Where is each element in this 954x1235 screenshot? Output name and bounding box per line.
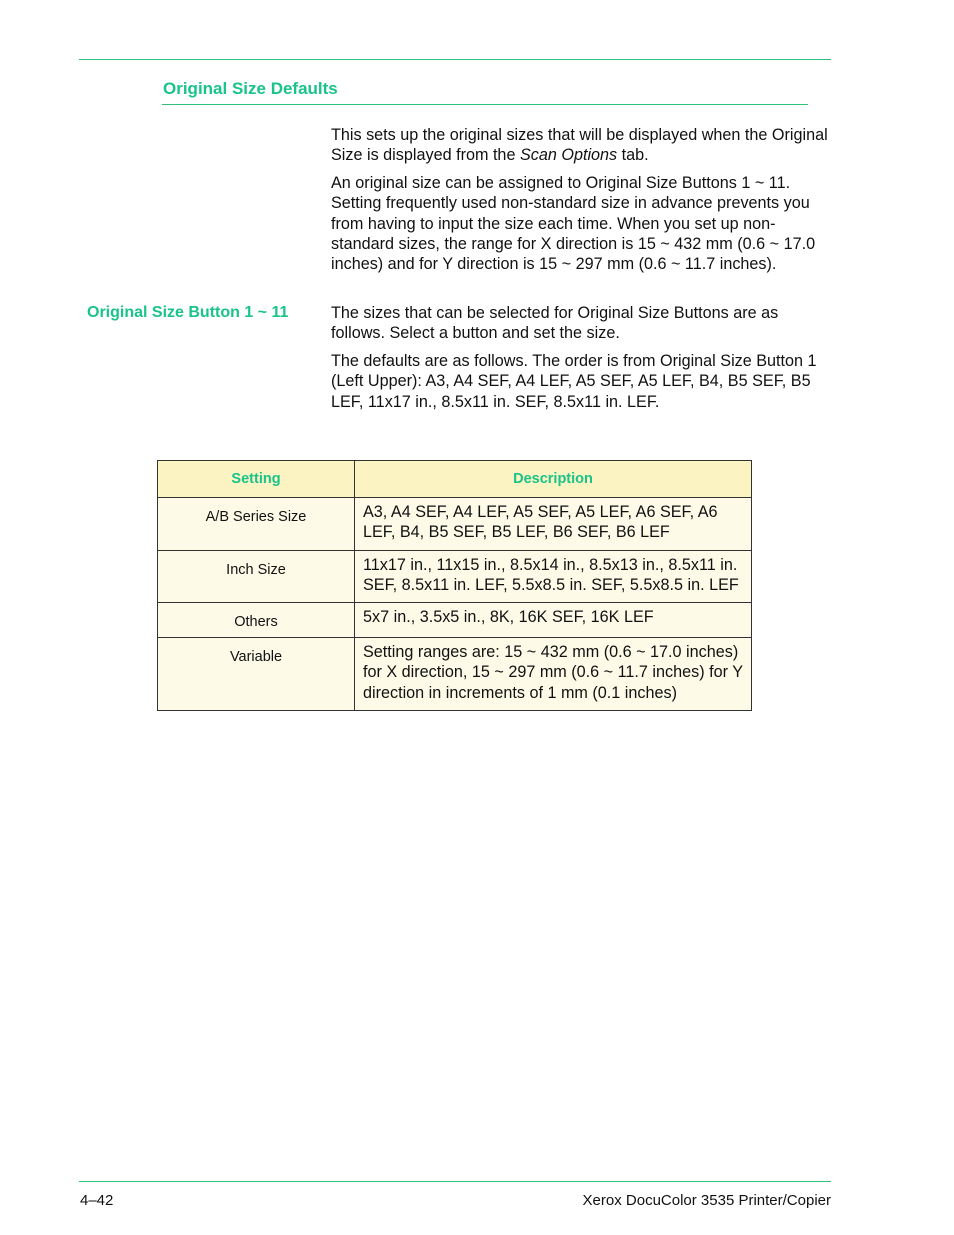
- subsection-paragraph-1: [331, 303, 833, 344]
- description-cell: Setting ranges are: 15 ~ 432 mm (0.6 ~ 17.0 inches) for X direction, 15 ~ 297 mm (0.6 ~ 11.7 inches) for Y direction in increments of 1 mm (0.1 inches): [355, 638, 752, 711]
- subsection-paragraph-1-text: The sizes that can be selected for Original Size Buttons are as follows. Select a button and set the size.: [331, 304, 779, 343]
- title-rule: [162, 104, 808, 105]
- intro-paragraph-2: [331, 173, 833, 274]
- section-title: Original Size Defaults: [163, 79, 338, 98]
- intro-text-start: This sets up the original sizes that will be displayed when the Original Size is displayed from the: [331, 126, 828, 165]
- setting-cell: A/B Series Size: [158, 498, 355, 551]
- size-settings-table: [157, 460, 752, 711]
- table-header-row: [158, 461, 752, 498]
- table-row: [158, 498, 752, 551]
- intro-text-end: tab.: [617, 146, 649, 165]
- footer-rule: [79, 1181, 831, 1182]
- header-rule: [79, 59, 831, 60]
- setting-cell: Inch Size: [158, 550, 355, 603]
- description-cell: 5x7 in., 3.5x5 in., 8K, 16K SEF, 16K LEF: [355, 603, 752, 638]
- description-column-header: Description: [355, 461, 752, 498]
- subsection-heading: Original Size Button 1 ~ 11: [87, 304, 289, 321]
- page-number: 4–42: [80, 1192, 114, 1209]
- table-row: [158, 550, 752, 603]
- setting-cell: Others: [158, 603, 355, 638]
- subsection-paragraph-2-text: The defaults are as follows. The order is from Original Size Button 1 (Left Upper): A3, A4 SEF, A4 LEF, A5 SEF, A5 LEF, B4, B5 SEF, B5 LEF, 11x17 in., 8.5x11 in. SEF, 8.5x11 in. LEF.: [331, 352, 817, 411]
- setting-column-header: Setting: [158, 461, 355, 498]
- intro-paragraph-2-text: An original size can be assigned to Original Size Buttons 1 ~ 11. Setting frequently used non-standard size in advance prevents you from having to input the size each time. When you set up non-standard sizes, the range for X direction is 15 ~ 432 mm (0.6 ~ 17.0 inches) and for Y direction is 15 ~ 297 mm (0.6 ~ 11.7 inches).: [331, 174, 816, 274]
- description-cell: 11x17 in., 11x15 in., 8.5x14 in., 8.5x13 in., 8.5x11 in. SEF, 8.5x11 in. LEF, 5.5x8.5 in. SEF, 5.5x8.5 in. LEF: [355, 550, 752, 603]
- description-cell: A3, A4 SEF, A4 LEF, A5 SEF, A5 LEF, A6 SEF, A6 LEF, B4, B5 SEF, B5 LEF, B6 SEF, B6 LEF: [355, 498, 752, 551]
- subsection-paragraph-2: [331, 351, 833, 412]
- setting-cell: Variable: [158, 638, 355, 711]
- intro-paragraph-1: [331, 125, 833, 166]
- table-row: [158, 638, 752, 711]
- product-name: Xerox DocuColor 3535 Printer/Copier: [582, 1192, 831, 1209]
- table-row: [158, 603, 752, 638]
- scan-options-emphasis: Scan Options: [519, 146, 618, 165]
